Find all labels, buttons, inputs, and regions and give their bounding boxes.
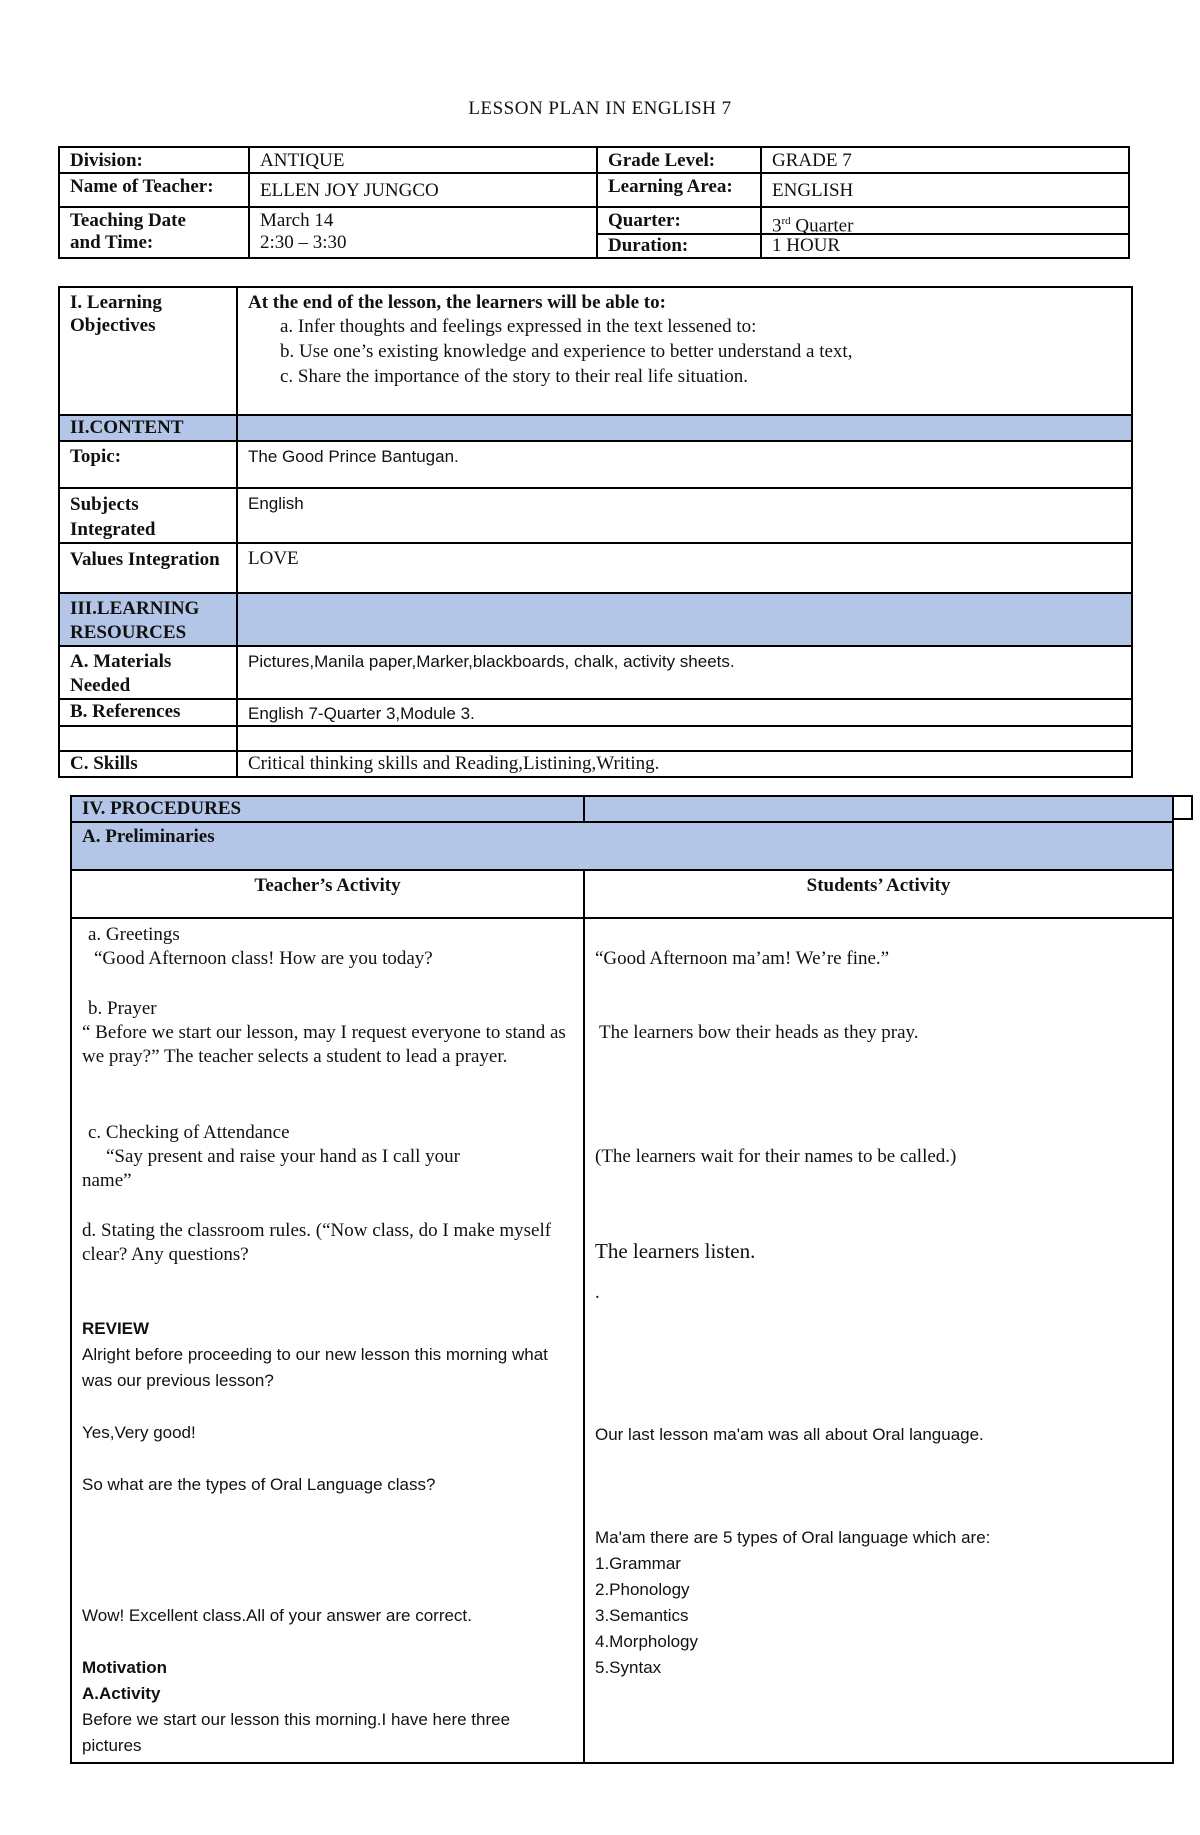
- subjects-label: Subjects Integrated: [59, 488, 237, 543]
- materials-label: A. Materials Needed: [59, 646, 237, 699]
- attendance-label: c. Checking of Attendance: [88, 1122, 290, 1143]
- teacher-label: Name of Teacher:: [59, 173, 249, 207]
- prayer-text: “ Before we start our lesson, may I request everyone to stand as we pray?” The teacher selects a student to lead a prayer.: [82, 1022, 566, 1067]
- attendance-text-2: name”: [82, 1170, 132, 1191]
- grade-label: Grade Level:: [597, 147, 761, 173]
- procedures-header: IV. PROCEDURES: [71, 796, 584, 822]
- very-good-text: Yes,Very good!: [82, 1423, 196, 1442]
- objectives-list: [248, 314, 1121, 389]
- grade-value: GRADE 7: [761, 147, 1129, 173]
- date-time-value: [249, 207, 597, 258]
- objective-item: a. Infer thoughts and feelings expressed in the text lessened to:: [280, 316, 757, 337]
- date-label-line2: and Time:: [70, 232, 154, 253]
- subjects-value: English: [237, 488, 1132, 543]
- list-item: 4.Morphology: [595, 1632, 699, 1651]
- objectives-cell: [237, 287, 1132, 415]
- values-value: LOVE: [237, 543, 1132, 593]
- date-label-line1: Teaching Date: [70, 210, 186, 231]
- materials-text: Pictures,Manila paper,Marker,blackboards, chalk, activity sheets.: [248, 652, 735, 671]
- quarter-value: [762, 208, 1128, 235]
- review-heading: REVIEW: [82, 1319, 150, 1338]
- list-item: 5.Syntax: [595, 1658, 662, 1677]
- blank-label-cell: [59, 726, 237, 751]
- student-prayer: The learners bow their heads as they pray.: [599, 1022, 919, 1043]
- skills-label: C. Skills: [59, 751, 237, 777]
- blank-value-cell: [237, 726, 1132, 751]
- resources-header-blank: [237, 593, 1132, 646]
- quarter-word: Quarter: [790, 215, 854, 237]
- list-item: 2.Phonology: [595, 1580, 690, 1599]
- list-item: 1.Grammar: [595, 1554, 681, 1573]
- duration-label: Duration:: [608, 235, 689, 256]
- references-label: B. References: [59, 699, 237, 726]
- procedures-table: [70, 795, 1174, 1764]
- quarter-duration-labels: [597, 207, 761, 258]
- content-header: II.CONTENT: [59, 415, 237, 441]
- objectives-intro: At the end of the lesson, the learners will be able to:: [248, 292, 666, 313]
- greetings-text: “Good Afternoon class! How are you today?: [94, 948, 433, 969]
- date-value: March 14: [260, 210, 334, 231]
- pictures-text: Before we start our lesson this morning.I have here three pictures: [82, 1710, 511, 1755]
- time-value: 2:30 – 3:30: [260, 232, 347, 253]
- teacher-value: ELLEN JOY JUNGCO: [249, 173, 597, 207]
- student-activity-cell: [584, 918, 1173, 1763]
- duration-value: 1 HOUR: [772, 235, 841, 256]
- activity-heading: A.Activity: [82, 1684, 161, 1703]
- quarter-suffix: rd: [781, 215, 791, 227]
- area-label: Learning Area:: [597, 173, 761, 207]
- stray-cell: [1173, 795, 1193, 820]
- review-text: Alright before proceeding to our new lesson this morning what was our previous lesson?: [82, 1345, 548, 1390]
- area-value: ENGLISH: [761, 173, 1129, 207]
- preliminaries-header: A. Preliminaries: [71, 822, 1173, 870]
- resources-header: III.LEARNING RESOURCES: [59, 593, 237, 646]
- quarter-label: Quarter:: [598, 208, 760, 235]
- procedures-header-blank: [584, 796, 1173, 822]
- excellent-text: Wow! Excellent class.All of your answer are correct.: [82, 1606, 472, 1625]
- materials-value: [237, 646, 1132, 699]
- objective-item: c. Share the importance of the story to their real life situation.: [280, 366, 748, 387]
- references-value: English 7-Quarter 3,Module 3.: [237, 699, 1132, 726]
- objectives-label: I. Learning Objectives: [59, 287, 237, 415]
- topic-value: The Good Prince Bantugan.: [237, 441, 1132, 488]
- date-label: [59, 207, 249, 258]
- student-dot: .: [595, 1282, 600, 1303]
- info-table: [58, 146, 1130, 259]
- student-attendance: (The learners wait for their names to be called.): [595, 1146, 957, 1167]
- greetings-label: a. Greetings: [88, 924, 180, 945]
- list-item: 3.Semantics: [595, 1606, 689, 1625]
- student-greeting: “Good Afternoon ma’am! We’re fine.”: [595, 948, 890, 969]
- skills-value: Critical thinking skills and Reading,Listining,Writing.: [237, 751, 1132, 777]
- teacher-activity-header: Teacher’s Activity: [71, 870, 584, 918]
- topic-label: Topic:: [59, 441, 237, 488]
- division-value: ANTIQUE: [249, 147, 597, 173]
- teacher-activity-cell: [71, 918, 584, 1763]
- rules-text: d. Stating the classroom rules. (“Now class, do I make myself clear? Any questions?: [82, 1220, 552, 1265]
- quarter-number: 3: [772, 215, 782, 237]
- quarter-duration-values: [761, 207, 1129, 258]
- student-last-lesson: Our last lesson ma'am was all about Oral language.: [595, 1425, 984, 1444]
- values-label: Values Integration: [59, 543, 237, 593]
- attendance-text-1: “Say present and raise your hand as I call your: [106, 1146, 461, 1167]
- prayer-label: b. Prayer: [88, 998, 157, 1019]
- types-question: So what are the types of Oral Language class?: [82, 1475, 436, 1494]
- division-label: Division:: [59, 147, 249, 173]
- objective-item: b. Use one’s existing knowledge and experience to better understand a text,: [280, 341, 853, 362]
- student-activity-header: Students’ Activity: [584, 870, 1173, 918]
- student-types-intro: Ma'am there are 5 types of Oral language which are:: [595, 1528, 991, 1547]
- content-header-blank: [237, 415, 1132, 441]
- page-title: LESSON PLAN IN ENGLISH 7: [468, 98, 732, 119]
- student-listen: The learners listen.: [595, 1239, 756, 1263]
- plan-table: [58, 286, 1133, 778]
- motivation-heading: Motivation: [82, 1658, 167, 1677]
